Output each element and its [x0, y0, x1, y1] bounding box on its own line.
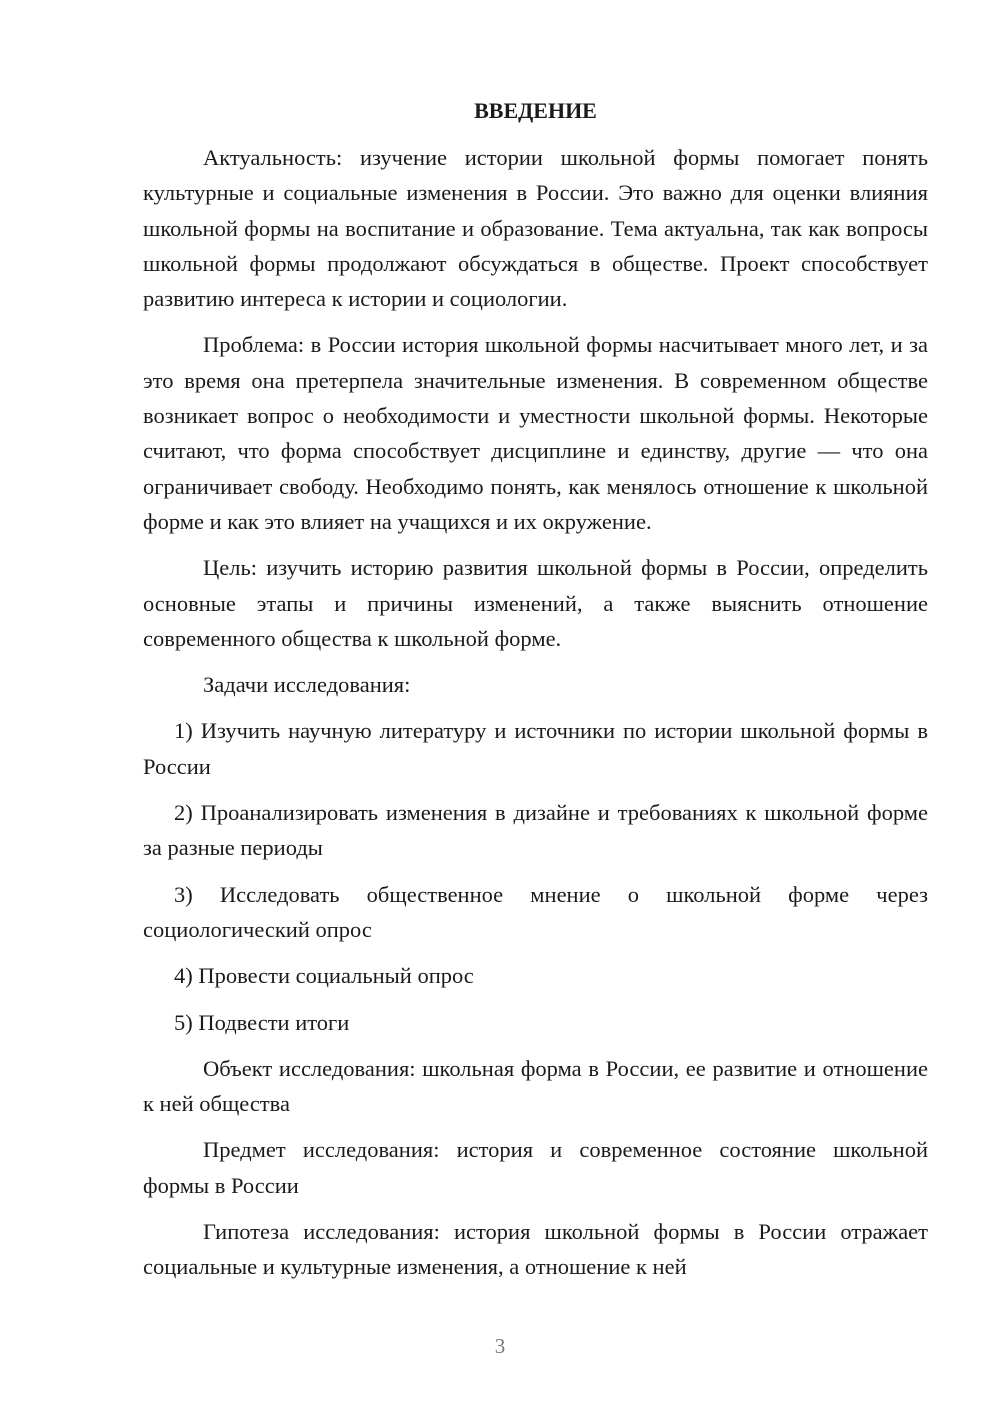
relevance-paragraph: Актуальность: изучение истории школьной формы помогает понять культурные и социальные изменения в России. Это важно для оценки влияния школьной формы на воспитание и образование. Тема актуальна, так как вопросы школьной формы продолжают обсуждаться в обществе. Проект способствует развитию интереса к истории и социологии.: [143, 145, 928, 312]
goal-paragraph: Цель: изучить историю развития школьной формы в России, определить основные этапы и причины изменений, а также выяснить отношение современного общества к школьной форме.: [143, 555, 928, 651]
task-item-2: 2) Проанализировать изменения в дизайне и требованиях к школьной форме за разные периоды: [143, 800, 928, 861]
problem-paragraph: Проблема: в России история школьной формы насчитывает много лет, и за это время она претерпела значительные изменения. В современном обществе возникает вопрос о необходимости и уместности школьной формы. Некоторые считают, что форма способствует дисциплине и единству, другие — что она ограничивает свободу. Необходимо понять, как менялось отношение к школьной форме и как это влияет на учащихся и их окружение.: [143, 332, 928, 534]
hypothesis-paragraph: Гипотеза исследования: история школьной формы в России отражает социальные и культурные изменения, а отношение к ней: [143, 1219, 928, 1280]
task-item-5: 5) Подвести итоги: [174, 1009, 350, 1035]
subject-paragraph: Предмет исследования: история и современное состояние школьной формы в России: [143, 1137, 928, 1198]
page-number: 3: [494, 1334, 506, 1358]
document-page: [143, 94, 928, 1285]
tasks-heading: Задачи исследования:: [203, 672, 411, 698]
task-item-1: 1) Изучить научную литературу и источники по истории школьной формы в России: [143, 718, 928, 779]
task-item-4: 4) Провести социальный опрос: [174, 963, 474, 989]
task-item-3: 3) Исследовать общественное мнение о школьной форме через социологический опрос: [143, 881, 928, 942]
object-paragraph: Объект исследования: школьная форма в России, ее развитие и отношение к ней общества: [143, 1055, 928, 1117]
section-title: ВВЕДЕНИЕ: [474, 98, 597, 123]
